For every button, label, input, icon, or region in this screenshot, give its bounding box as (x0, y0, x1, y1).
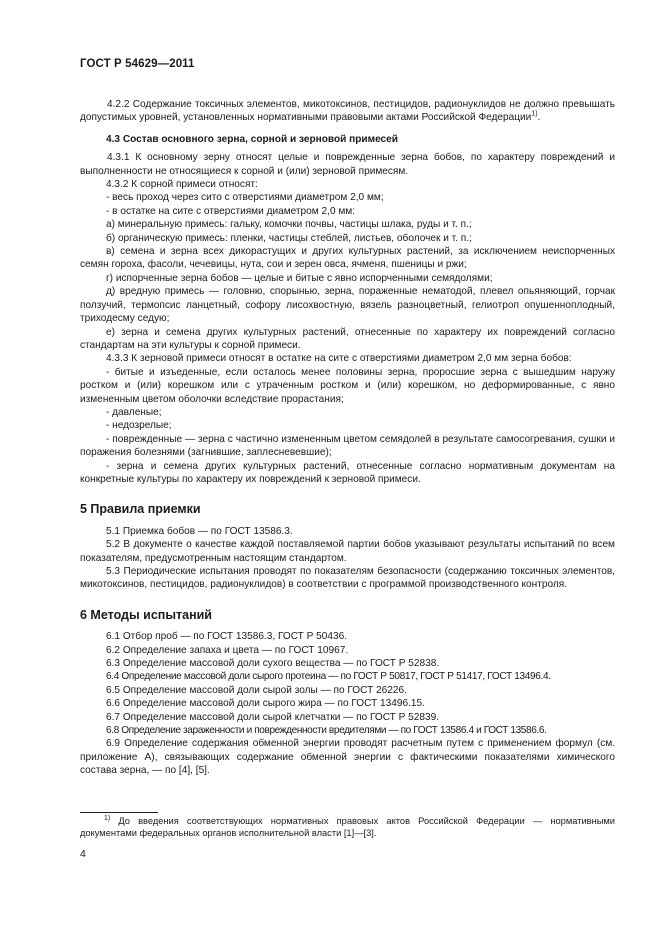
list-item: г) испорченные зерна бобов — целые и битые с явно испорченными семядолями; (106, 272, 493, 284)
paragraph-4-2-2: 4.2.2 Содержание токсичных элементов, микотоксинов, пестицидов, радионуклидов не должно превышать допустимых уровней, установленных нормативными правовыми актами Российской Федерации$^{1)}$. (80, 99, 615, 124)
paragraph-6-4: 6.4 Определение массовой доли сырого протеина — по ГОСТ Р 50817, ГОСТ Р 51417, ГОСТ 13496.4. (106, 671, 551, 683)
paragraph-6-5: 6.5 Определение массовой доли сырой золы — по ГОСТ 26226. (106, 684, 407, 696)
document-header: ГОСТ Р 54629—2011 (80, 58, 195, 70)
paragraph-6-6: 6.6 Определение массовой доли сырого жира — по ГОСТ 13496.15. (106, 698, 425, 710)
section-heading-4-3: 4.3 Состав основного зерна, сорной и зерновой примесей (106, 133, 398, 145)
list-item: - зерна и семена других культурных растений, отнесенные согласно нормативным документам на конкретные культуры по характеру их повреждений к зерновой примеси. (80, 460, 615, 485)
paragraph-5-2: 5.2 В документе о качестве каждой поставляемой партии бобов указывают результаты испытаний по всем показателям, предусмотренным настоящим стандартом. (80, 539, 615, 564)
footnote-ref: 1) (531, 111, 538, 119)
paragraph-5-1: 5.1 Приемка бобов — по ГОСТ 13586.3. (106, 525, 293, 537)
paragraph-4-3-3: 4.3.3 К зерновой примеси относят в остатке на сите с отверстиями диаметром 2,0 мм зерна бобов: (106, 353, 572, 365)
list-item: - давленые; (106, 406, 162, 418)
footnote-mark: 1) (104, 814, 111, 822)
footnote-text: До введения соответствующих нормативных правовых актов Российской Федерации — нормативными документами федеральных органов исполнительной власти [1]—[3]. (80, 816, 615, 838)
paragraph-6-8: 6.8 Определение зараженности и поврежденности вредителями — по ГОСТ 13586.4 и ГОСТ 13586.6. (106, 725, 547, 737)
list-item: е) зерна и семена других культурных растений, отнесенные по характеру их повреждений согласно стандартам на эти культуры к сорной примеси. (80, 326, 615, 351)
list-item: д) вредную примесь — головню, спорынью, зерна, пораженные нематодой, плевел опьяняющий, горчак ползучий, термопсис ланцетный, софору лисохвостную, вязель разноцветный, гелиотроп опушеннoплодный, триходесму седую; (80, 286, 615, 325)
list-item: в) семена и зерна всех дикорастущих и других культурных растений, за исключением неиспорченных семян гороха, фасоли, чечевицы, нута, сои и зерен овса, ячменя, пшеницы и ржи; (80, 246, 615, 271)
list-item: - в остатке на сите с отверстиями диаметром 2,0 мм: (106, 205, 356, 217)
page-number: 4 (80, 848, 86, 860)
paragraph-6-9: 6.9 Определение содержания обменной энергии проводят расчетным путем с применением формул (см. приложение А), связывающих содержание обменной энергии с фактическими показателями химического состава зерна, — по [4], [5]. (80, 738, 615, 777)
list-item: - поврежденные — зерна с частично измененным цветом семядолей в результате самосогревания, сушки и поражения болезнями (загнившие, заплесневевшие); (80, 433, 615, 459)
list-item: - битые и изъеденные, если осталось менее половины зерна, проросшие зерна с вышедшим наружу ростком и (или) корешком или с утраченным ростком и (или) корешком, но деформированные, с явно измененным цветом оболочки вследствие прорастания; (80, 366, 615, 405)
list-item: а) минеральную примесь: гальку, комочки почвы, частицы шлака, руды и т. п.; (106, 219, 472, 231)
paragraph-6-1: 6.1 Отбор проб — по ГОСТ 13586.3, ГОСТ Р 50436. (106, 631, 348, 643)
paragraph-5-3: 5.3 Периодические испытания проводят по показателям безопасности (содержанию токсичных элементов, микотоксинов, пестицидов, радионуклидов) в соответствии с программой производственного контроля. (80, 566, 615, 591)
paragraph-4-3-2: 4.3.2 К сорной примеси относят: (106, 179, 258, 191)
footnote (80, 815, 615, 839)
list-item: б) органическую примесь: пленки, частицы стеблей, листьев, оболочек и т. п.; (106, 232, 472, 244)
section-heading-5: 5 Правила приемки (80, 502, 201, 517)
section-heading-6: 6 Методы испытаний (80, 607, 212, 622)
paragraph-6-3: 6.3 Определение массовой доли сухого вещества — по ГОСТ Р 52838. (106, 658, 440, 670)
paragraph-6-7: 6.7 Определение массовой доли сырой клетчатки — по ГОСТ Р 52839. (106, 711, 440, 723)
paragraph-6-2: 6.2 Определение запаха и цвета — по ГОСТ 10967. (106, 644, 349, 656)
list-item: - недозрелые; (106, 420, 172, 432)
paragraph-4-3-1: 4.3.1 К основному зерну относят целые и поврежденные зерна бобов, по характеру повреждений и выполненности не относящиеся к сорной и (или) зерновой примесям. (80, 152, 615, 177)
document-body (80, 98, 615, 778)
list-item: - весь проход через сито с отверстиями диаметром 2,0 мм; (106, 192, 384, 204)
footnote-divider (80, 812, 158, 813)
